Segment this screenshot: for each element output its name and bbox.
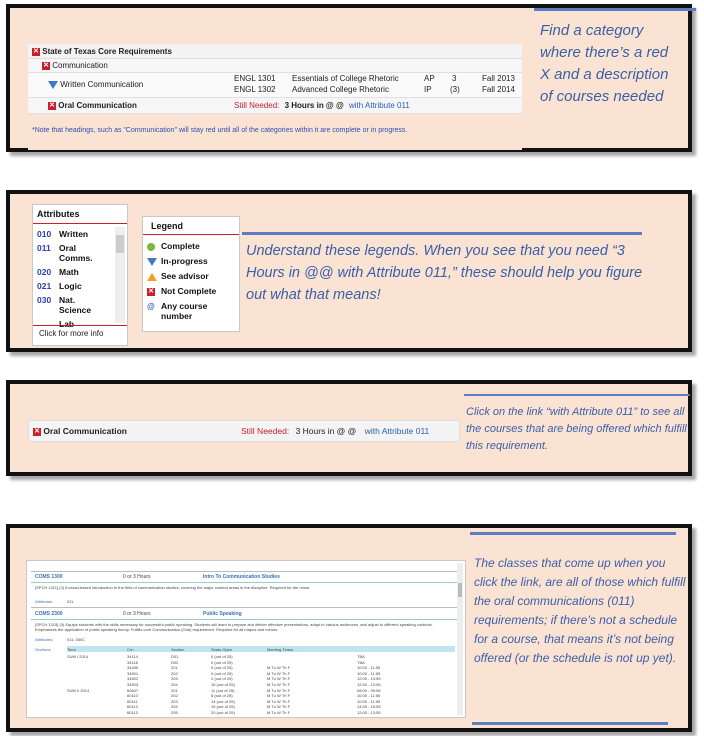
table-cell: 20 (out of 25) xyxy=(211,710,235,715)
table-cell: 10:00 - 11:55 xyxy=(357,665,381,671)
table-cell[interactable]: 60113 xyxy=(127,710,138,715)
table-cell[interactable]: 34502 xyxy=(127,676,139,682)
course-list-scrollbar[interactable] xyxy=(457,563,463,715)
course-description: [SPCH 1315] (3) Equips students with the skills necessary for successful public speaking. Students will learn to prepare and deliver effective presentations, adapt to various audiences, and adjust to different speaking contexts. Emphasizes the application of public speaking theory. Fulfills core Communication (Oral) requirement. Required for all majors and minors. xyxy=(35,622,433,632)
legend-item xyxy=(147,301,237,321)
attribute-name: Oral Comms. xyxy=(59,243,93,263)
oral-row xyxy=(48,101,137,110)
table-cell: TBA xyxy=(357,659,365,665)
attribute-name: Nat. Science xyxy=(59,295,92,315)
table-cell[interactable]: 34499 xyxy=(127,665,139,671)
panel-core-requirements xyxy=(6,4,692,152)
panel-legends xyxy=(6,190,692,352)
table-cell: 19 (out of 25) xyxy=(211,704,235,710)
table-cell[interactable]: 60111 xyxy=(127,698,138,704)
attributes-scrollbar[interactable] xyxy=(115,227,125,323)
core-title-row xyxy=(32,47,172,56)
legend-title: Legend xyxy=(151,221,184,231)
table-cell[interactable]: 34501 xyxy=(127,670,139,676)
see-advisor-icon xyxy=(147,273,157,281)
course-code[interactable]: ENGL 1302 xyxy=(234,85,276,94)
table-cell: 204 xyxy=(171,704,178,710)
table-cell: 12:00 - 13:55 xyxy=(357,682,381,687)
divider-bar xyxy=(534,8,696,11)
attribute-code: 011 xyxy=(37,243,51,253)
divider-bar xyxy=(242,232,642,235)
table-cell: 0 (out of 25) xyxy=(211,659,233,665)
table-cell: 202 xyxy=(171,693,178,699)
table-cell: 0 (out of 25) xyxy=(211,670,233,676)
course-code[interactable]: ENGL 1301 xyxy=(234,74,276,83)
table-cell: 16 (out of 25) xyxy=(211,682,235,687)
not-complete-icon: ✕ xyxy=(49,101,55,109)
table-cell: M Tu W Th F xyxy=(267,698,291,704)
attribute-name: Written xyxy=(59,229,89,239)
legend-label: See advisor xyxy=(161,271,209,281)
still-needed-label: Still Needed: xyxy=(234,101,280,110)
course-hours: 0 or 3 Hours xyxy=(123,611,151,617)
course-hours: 0 or 3 Hours xyxy=(123,574,151,580)
divider-bar xyxy=(472,722,668,725)
table-cell: M Tu W Th F xyxy=(267,670,291,676)
table-cell[interactable]: 34503 xyxy=(127,682,139,687)
table-cell: M Tu W Th F xyxy=(267,710,291,715)
table-cell: 12:00 - 13:55 xyxy=(357,710,381,715)
not-complete-icon: ✕ xyxy=(148,287,154,295)
table-cell: M Tu W Th F xyxy=(267,682,291,687)
course-description: [SPCH 1311] (3) A broad-based introduction to the field of communication studies, covering the major content areas in the discipline. Required for the minor. xyxy=(35,585,311,590)
attribute-item[interactable] xyxy=(37,229,115,239)
table-cell: 2 (out of 25) xyxy=(211,676,233,682)
table-header-cell: Term xyxy=(67,647,76,652)
table-cell: 08:00 - 09:55 xyxy=(357,687,381,693)
attribute-item[interactable] xyxy=(37,319,115,329)
table-cell: 10:00 - 11:55 xyxy=(357,698,381,704)
table-cell[interactable]: 60647 xyxy=(127,687,139,693)
attribute-code: 021 xyxy=(37,281,52,291)
course-title: Public Speaking xyxy=(203,611,242,617)
table-cell[interactable]: 34114 xyxy=(127,654,138,659)
table-cell: 205 xyxy=(171,710,178,715)
table-cell: SUM I 2014 xyxy=(67,654,89,659)
table-cell: 14 (out of 25) xyxy=(211,698,235,704)
course-hours: (3) xyxy=(450,85,460,94)
complete-icon xyxy=(147,243,155,251)
course-term: Fall 2013 xyxy=(482,74,515,83)
table-cell: M Tu W Th F xyxy=(267,704,291,710)
still-needed-row xyxy=(241,426,429,436)
attributes-value: 011 xyxy=(67,599,74,604)
table-cell: M Tu W Th F xyxy=(267,687,291,693)
course-grade: AP xyxy=(424,74,435,83)
table-cell: 201 xyxy=(171,687,178,693)
attribute-code: 010 xyxy=(37,229,52,239)
attribute-name: Logic xyxy=(59,281,82,291)
legend-label: Complete xyxy=(161,241,200,251)
attributes-label: Attributes: xyxy=(35,637,54,642)
attribute-link[interactable]: with Attribute 011 xyxy=(364,426,430,436)
legend-item xyxy=(147,241,237,251)
table-cell: 204 xyxy=(171,682,178,687)
course-title: Intro To Communication Studies xyxy=(203,574,280,580)
table-cell: 202 xyxy=(171,670,178,676)
legend-label: Any course number xyxy=(161,301,208,321)
table-cell: 0 (out of 25) xyxy=(211,665,233,671)
oral-heading: Oral Communication xyxy=(58,101,137,110)
course-row xyxy=(234,85,276,94)
attribute-link[interactable]: with Attribute 011 xyxy=(349,101,410,110)
divider-bar xyxy=(464,394,690,396)
oral-row-screenshot xyxy=(28,420,460,442)
instruction-note: The classes that come up when you click the link, are all of those which fulfill the oral communications (011) requirements; if there’s not a schedule for a course, that means it’s not being offered (or the schedule is not up yet). xyxy=(474,556,686,665)
table-cell: 12:00 - 13:55 xyxy=(357,676,381,682)
course-grade: IP xyxy=(424,85,432,94)
not-complete-icon: ✕ xyxy=(43,61,49,69)
table-cell: 10:00 - 11:55 xyxy=(357,693,381,699)
legend-item xyxy=(147,286,237,296)
still-needed-label: Still Needed: xyxy=(241,426,290,436)
table-cell[interactable]: 60110 xyxy=(127,693,138,699)
legend-label: In-progress xyxy=(161,256,208,266)
panel-attribute-link xyxy=(6,380,692,476)
table-cell: 11 (out of 25) xyxy=(211,687,235,693)
at-sign-icon: @ xyxy=(147,302,155,312)
divider-bar xyxy=(470,532,676,535)
communication-heading: Communication xyxy=(52,61,108,70)
panel-course-list xyxy=(6,524,692,732)
attribute-name: Math xyxy=(59,267,79,277)
course-hours: 3 xyxy=(452,74,457,83)
instruction-note: Find a category where there’s a red X and a description of courses needed xyxy=(540,22,669,105)
not-complete-icon: ✕ xyxy=(33,47,39,55)
table-cell: 10:00 - 11:55 xyxy=(357,670,381,676)
course-code[interactable]: COMS 2300 xyxy=(35,611,63,617)
core-title: State of Texas Core Requirements xyxy=(42,47,172,56)
course-title: Advanced College Rhetoric xyxy=(292,85,389,94)
table-cell: M Tu W Th F xyxy=(267,665,291,671)
table-cell: D01 xyxy=(171,654,179,659)
legend-item xyxy=(147,256,237,266)
table-cell: 203 xyxy=(171,698,178,704)
course-row xyxy=(234,74,276,83)
legend-box xyxy=(142,216,240,332)
course-list-screenshot xyxy=(26,560,466,718)
table-cell: M Tu W Th F xyxy=(267,693,291,699)
not-complete-icon: ✕ xyxy=(34,427,40,435)
table-cell: M Tu W Th F xyxy=(267,676,291,682)
table-header-cell: Crn xyxy=(127,647,134,652)
click-more-link[interactable]: Click for more info xyxy=(39,329,104,338)
written-heading: Written Communication xyxy=(60,80,144,89)
in-progress-icon xyxy=(48,81,58,89)
attribute-item[interactable] xyxy=(37,243,115,263)
table-header-cell: Meeting Times xyxy=(267,647,294,652)
attribute-name: Lab xyxy=(59,319,75,329)
attributes-title: Attributes xyxy=(37,209,80,219)
table-header-cell: Seats Open xyxy=(211,647,233,652)
degree-audit-screenshot xyxy=(28,44,522,150)
attribute-item[interactable] xyxy=(37,295,115,315)
in-progress-icon xyxy=(147,258,157,266)
table-cell: SUM II 2014 xyxy=(67,687,90,693)
attributes-box xyxy=(32,204,128,346)
communication-row xyxy=(42,61,108,70)
table-cell: 201 xyxy=(171,665,178,671)
attribute-code: 020 xyxy=(37,267,52,277)
still-needed-row xyxy=(234,101,410,110)
course-title: Essentials of College Rhetoric xyxy=(292,74,399,83)
table-cell: D02 xyxy=(171,659,179,665)
written-row xyxy=(48,80,143,89)
oral-row xyxy=(33,426,127,436)
course-code[interactable]: COMS 1300 xyxy=(35,574,63,580)
table-cell: 14:00 - 15:55 xyxy=(357,704,381,710)
attribute-code: 030 xyxy=(37,295,52,305)
sections-label: Sections: xyxy=(35,647,52,652)
table-cell: 0 (out of 25) xyxy=(211,654,233,659)
attribute-item[interactable] xyxy=(37,267,115,277)
table-cell[interactable]: 60112 xyxy=(127,704,138,710)
attribute-item[interactable] xyxy=(37,281,115,291)
legend-item xyxy=(147,271,237,281)
table-cell[interactable]: 34116 xyxy=(127,659,138,665)
table-cell: 203 xyxy=(171,676,178,682)
table-header-cell: Section xyxy=(171,647,185,652)
need-text: 3 Hours in @ @ xyxy=(284,101,344,110)
attributes-label: Attributes: xyxy=(35,599,54,604)
table-cell: TBA xyxy=(357,654,365,659)
need-text: 3 Hours in @ @ xyxy=(295,426,357,436)
legend-label: Not Complete xyxy=(161,286,217,296)
footnote: *Note that headings, such as "Communication" will stay red until all of the categories within it are complete or in progress. xyxy=(32,127,408,134)
instruction-note: Click on the link “with Attribute 011” to see all the courses that are being offered which fulfill this requirement. xyxy=(466,406,687,452)
table-cell: 8 (out of 25) xyxy=(211,693,233,699)
instruction-note: Understand these legends. When you see that you need “3 Hours in @@ with Attribute 011,” these should help you figure out what that means! xyxy=(246,243,643,303)
attributes-value: 011, 050C xyxy=(67,637,86,642)
course-term: Fall 2014 xyxy=(482,85,515,94)
oral-heading: Oral Communication xyxy=(43,426,127,436)
